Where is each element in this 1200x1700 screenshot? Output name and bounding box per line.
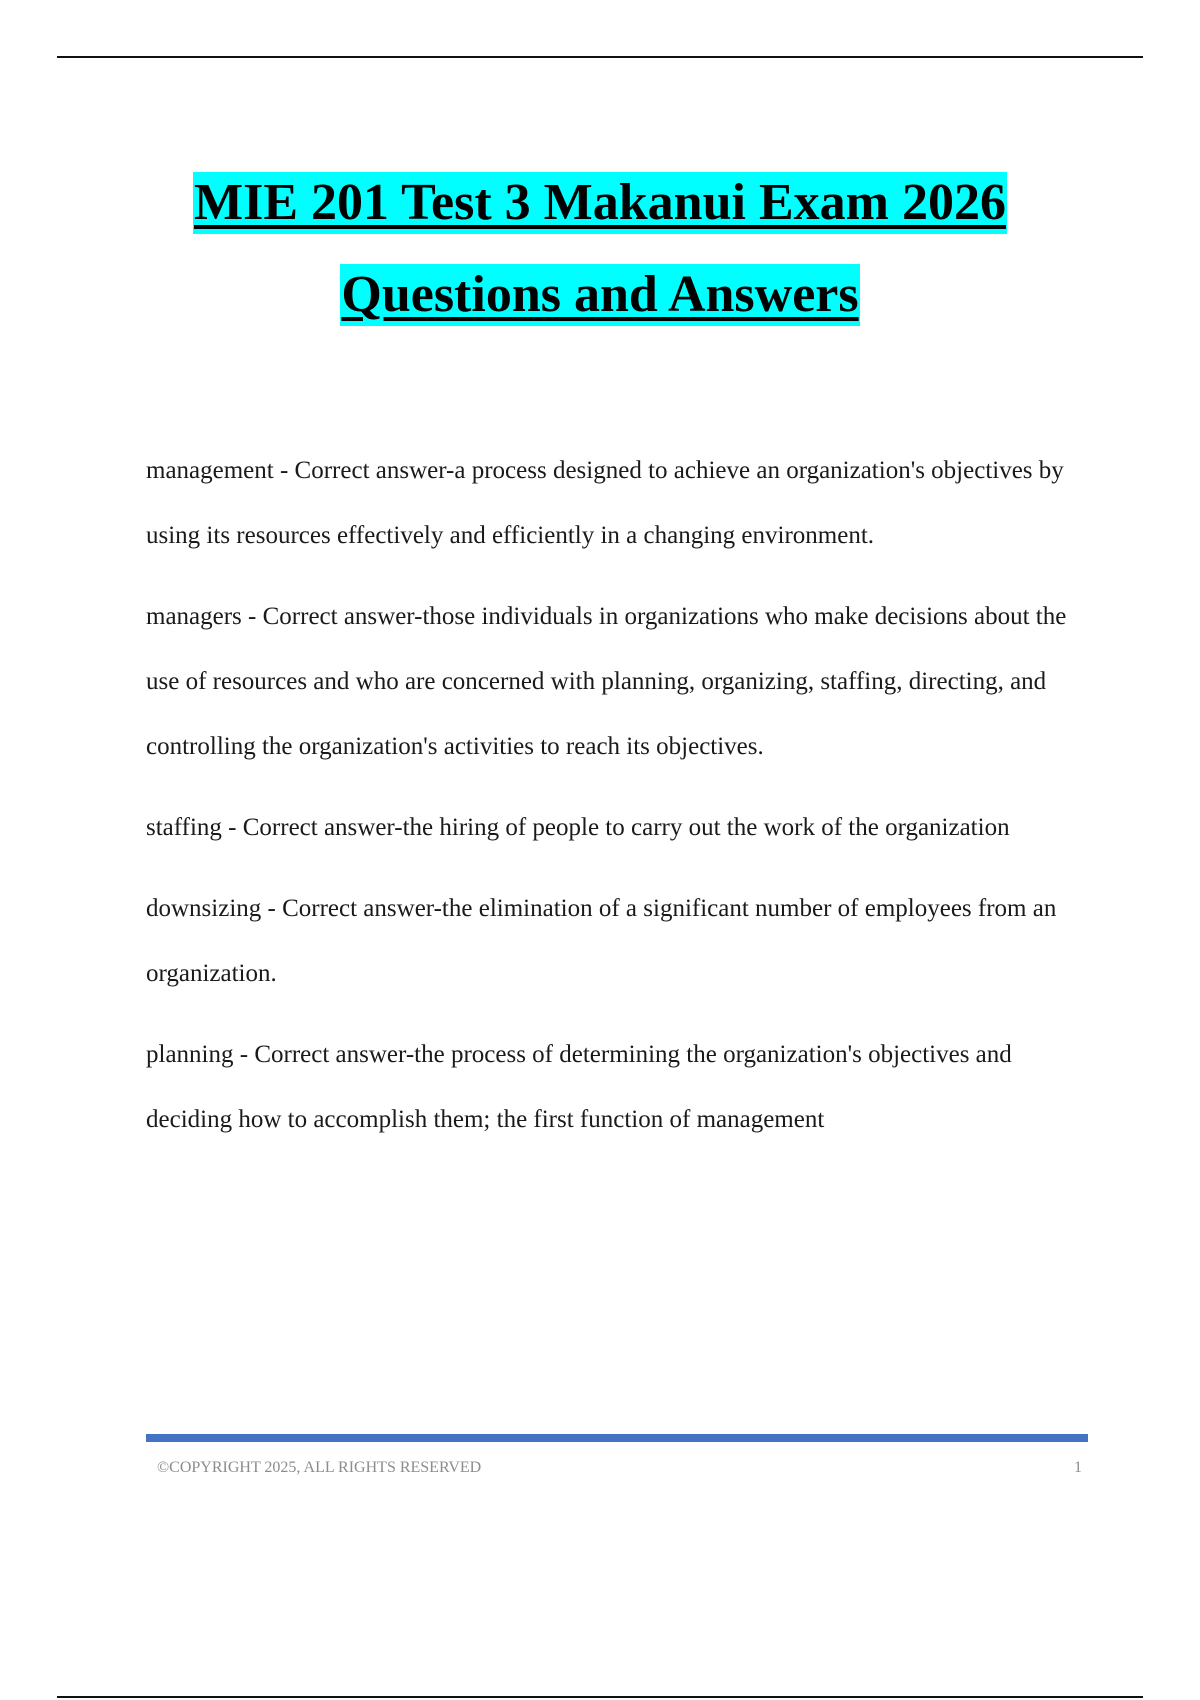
- footer-bar: [146, 1434, 1088, 1442]
- qa-list: [146, 438, 1096, 1168]
- qa-entry-downsizing: downsizing - Correct answer-the elimination of a significant number of employees from an organization.: [146, 895, 1057, 987]
- title-line-1: MIE 201 Test 3 Makanui Exam 2026: [193, 172, 1007, 234]
- qa-entry-management: management - Correct answer-a process designed to achieve an organization's objectives by using its resources effectively and efficiently in a changing environment.: [146, 457, 1064, 549]
- title-line-2: Questions and Answers: [340, 264, 859, 326]
- page-number: 1: [1074, 1459, 1082, 1476]
- qa-entry-managers: managers - Correct answer-those individuals in organizations who make decisions about the use of resources and who are concerned with planning, organizing, staffing, directing, and controlling the organization's activities to reach its objectives.: [146, 603, 1067, 760]
- page-title: [0, 172, 1200, 326]
- qa-entry-planning: planning - Correct answer-the process of determining the organization's objectives and deciding how to accomplish them; the first function of management: [146, 1041, 1012, 1133]
- bottom-rule: [57, 1696, 1143, 1698]
- footer-copyright: ©COPYRIGHT 2025, ALL RIGHTS RESERVED: [157, 1459, 482, 1476]
- top-rule: [57, 56, 1143, 58]
- qa-entry-staffing: staffing - Correct answer-the hiring of people to carry out the work of the organization: [146, 814, 1010, 841]
